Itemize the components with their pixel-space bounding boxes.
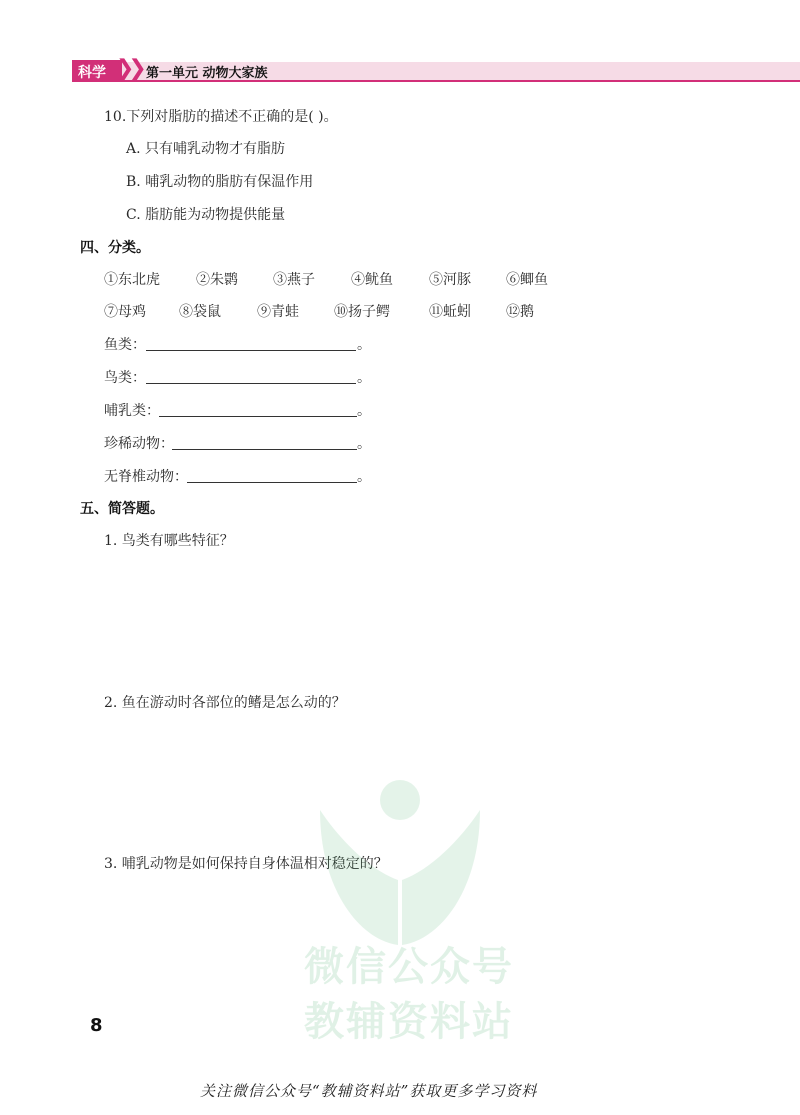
animal-item: ②朱鹮 [196, 272, 238, 288]
animal-item: ⑩扬子鳄 [334, 304, 390, 320]
double-chevron-icon: ❯❯ [116, 56, 141, 81]
fill-line [146, 383, 356, 384]
fill-line [146, 350, 356, 351]
animal-item: ①东北虎 [104, 272, 160, 288]
animal-item: ⑪蚯蚓 [429, 304, 471, 320]
category-end: 。 [357, 469, 371, 485]
category-label-invertebrates: 无脊椎动物： [104, 469, 188, 485]
section-5-title: 五、简答题。 [80, 501, 164, 517]
q10-option-b: B. 哺乳动物的脂肪有保温作用 [126, 174, 314, 190]
fill-line [187, 482, 357, 483]
watermark-text-1: 微信公众号 [304, 944, 514, 990]
animal-item: ⑨青蛙 [257, 304, 299, 320]
category-label-birds: 鸟类： [104, 370, 146, 386]
fill-line [159, 416, 357, 417]
category-label-rare: 珍稀动物： [104, 436, 174, 452]
category-label-fish: 鱼类： [104, 337, 146, 353]
category-label-mammals: 哺乳类： [104, 403, 160, 419]
animal-item: ⑧袋鼠 [179, 304, 221, 320]
category-end: 。 [357, 370, 371, 386]
q10-option-a: A. 只有哺乳动物才有脂肪 [126, 141, 286, 157]
watermark-text-2: 教辅资料站 [304, 999, 514, 1045]
category-end: 。 [357, 403, 371, 419]
q3-mammal-temperature: 3. 哺乳动物是如何保持自身体温相对稳定的？ [104, 856, 388, 872]
q10-stem: 10.下列对脂肪的描述不正确的是( )。 [104, 109, 338, 125]
category-end: 。 [357, 337, 371, 353]
q1-birds: 1. 鸟类有哪些特征？ [104, 533, 234, 549]
animal-item: ⑫鹅 [506, 304, 534, 320]
animal-item: ⑥鲫鱼 [506, 272, 548, 288]
footer-note: 关注微信公众号“教辅资料站”获取更多学习资料 [200, 1082, 538, 1100]
subject-label: 科学 [78, 65, 106, 81]
animal-item: ⑤河豚 [429, 272, 471, 288]
category-end: 。 [357, 436, 371, 452]
unit-title: 第一单元 动物大家族 [146, 66, 268, 81]
animal-item: ③燕子 [273, 272, 315, 288]
q10-option-c: C. 脂肪能为动物提供能量 [126, 207, 286, 223]
animal-item: ④鱿鱼 [351, 272, 393, 288]
page-number: 8 [90, 1015, 103, 1036]
fill-line [172, 449, 357, 450]
animal-item: ⑦母鸡 [104, 304, 146, 320]
section-4-title: 四、分类。 [80, 240, 150, 256]
q2-fish-fins: 2. 鱼在游动时各部位的鳍是怎么动的？ [104, 695, 346, 711]
